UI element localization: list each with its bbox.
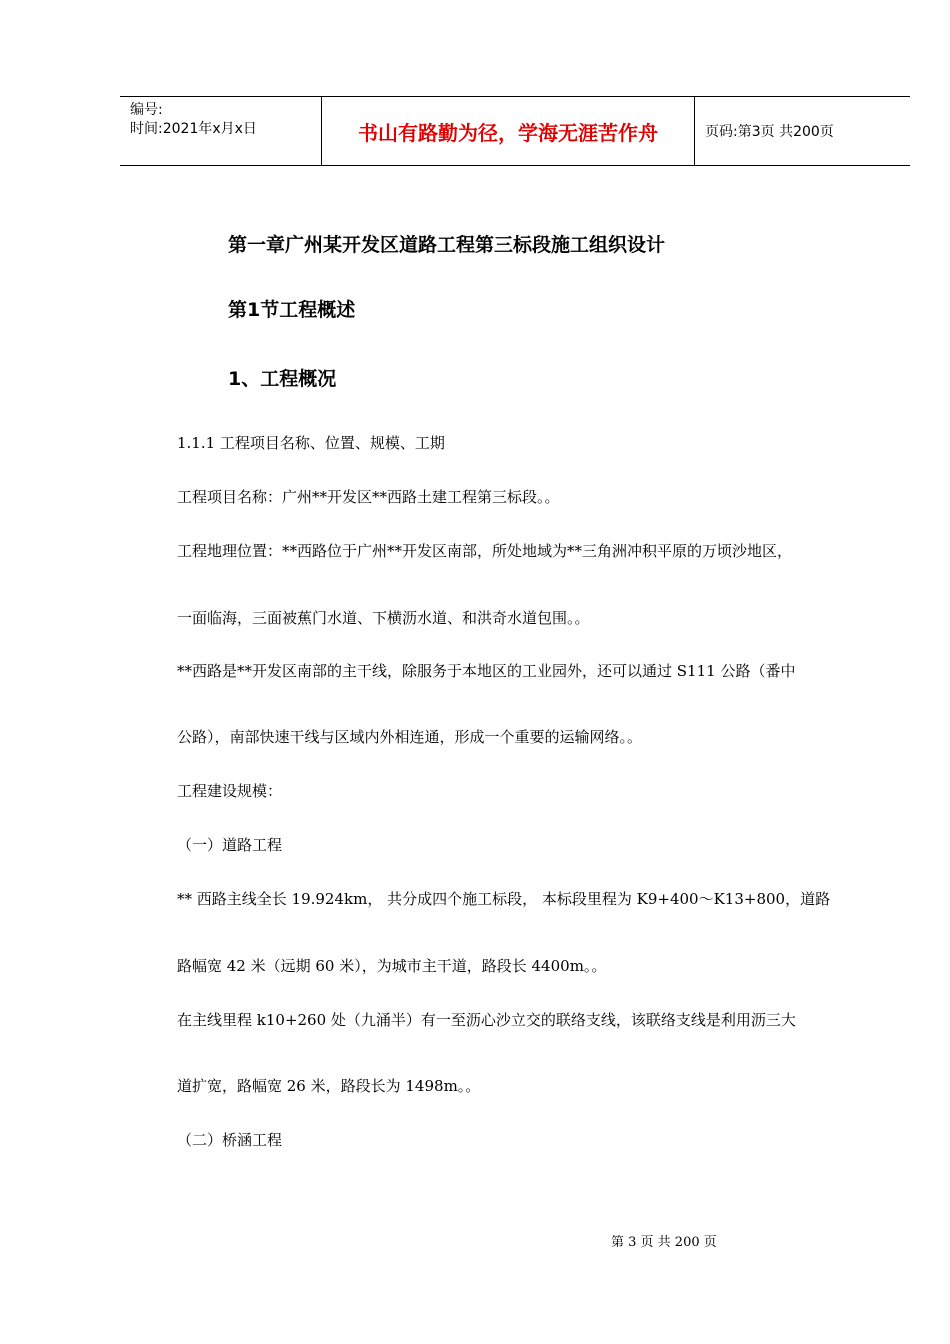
header-table xyxy=(120,96,910,166)
section-title: 第1节工程概述 xyxy=(228,299,356,321)
paragraph-line: 工程地理位置：**西路位于广州**开发区南部，所处地域为**三角洲冲积平原的万顷沙地区， xyxy=(177,542,793,560)
paragraph-line: 一面临海，三面被蕉门水道、下横沥水道、和洪奇水道包围。。 xyxy=(177,609,590,627)
paragraph-line: **西路是**开发区南部的主干线，除服务于本地区的工业园外，还可以通过 S111 公路（番中 xyxy=(177,662,796,680)
paragraph-line: 在主线里程 k10+260 处（九涌半）有一至沥心沙立交的联络支线，该联络支线是利用沥三大 xyxy=(177,1011,796,1029)
subsection-title: 1、工程概况 xyxy=(228,368,337,390)
paragraph-line: （二）桥涵工程 xyxy=(177,1131,283,1149)
paragraph-line: 工程建设规模： xyxy=(177,782,283,800)
paragraph-line: （一）道路工程 xyxy=(177,836,283,854)
footer-page-number: 第 3 页 共 200 页 xyxy=(611,1235,717,1250)
header-motto-cell xyxy=(321,97,695,165)
paragraph-line: ** 西路主线全长 19.924km， 共分成四个施工标段， 本标段里程为 K9+400～K13+800，道路 xyxy=(177,890,831,908)
paragraph-line: 工程项目名称：广州**开发区**西路土建工程第三标段。。 xyxy=(177,488,560,506)
header-left-cell xyxy=(120,97,321,165)
header-page-cell xyxy=(695,97,910,165)
paragraph-line: 道扩宽，路幅宽 26 米，路段长为 1498m。。 xyxy=(177,1077,481,1095)
paragraph-line: 路幅宽 42 米（远期 60 米），为城市主干道，路段长 4400m。。 xyxy=(177,957,607,975)
paragraph-line: 公路），南部快速干线与区域内外相连通，形成一个重要的运输网络。。 xyxy=(177,728,643,746)
number-label: 编号: xyxy=(130,102,163,118)
time-label: 时间:2021年x月x日 xyxy=(130,121,257,137)
motto-text: 书山有路勤为径，学海无涯苦作舟 xyxy=(358,120,658,145)
chapter-title: 第一章广州某开发区道路工程第三标段施工组织设计 xyxy=(228,234,666,256)
page-info: 页码:第3页 共200页 xyxy=(705,124,834,140)
paragraph-line: 1.1.1 工程项目名称、位置、规模、工期 xyxy=(177,434,445,452)
